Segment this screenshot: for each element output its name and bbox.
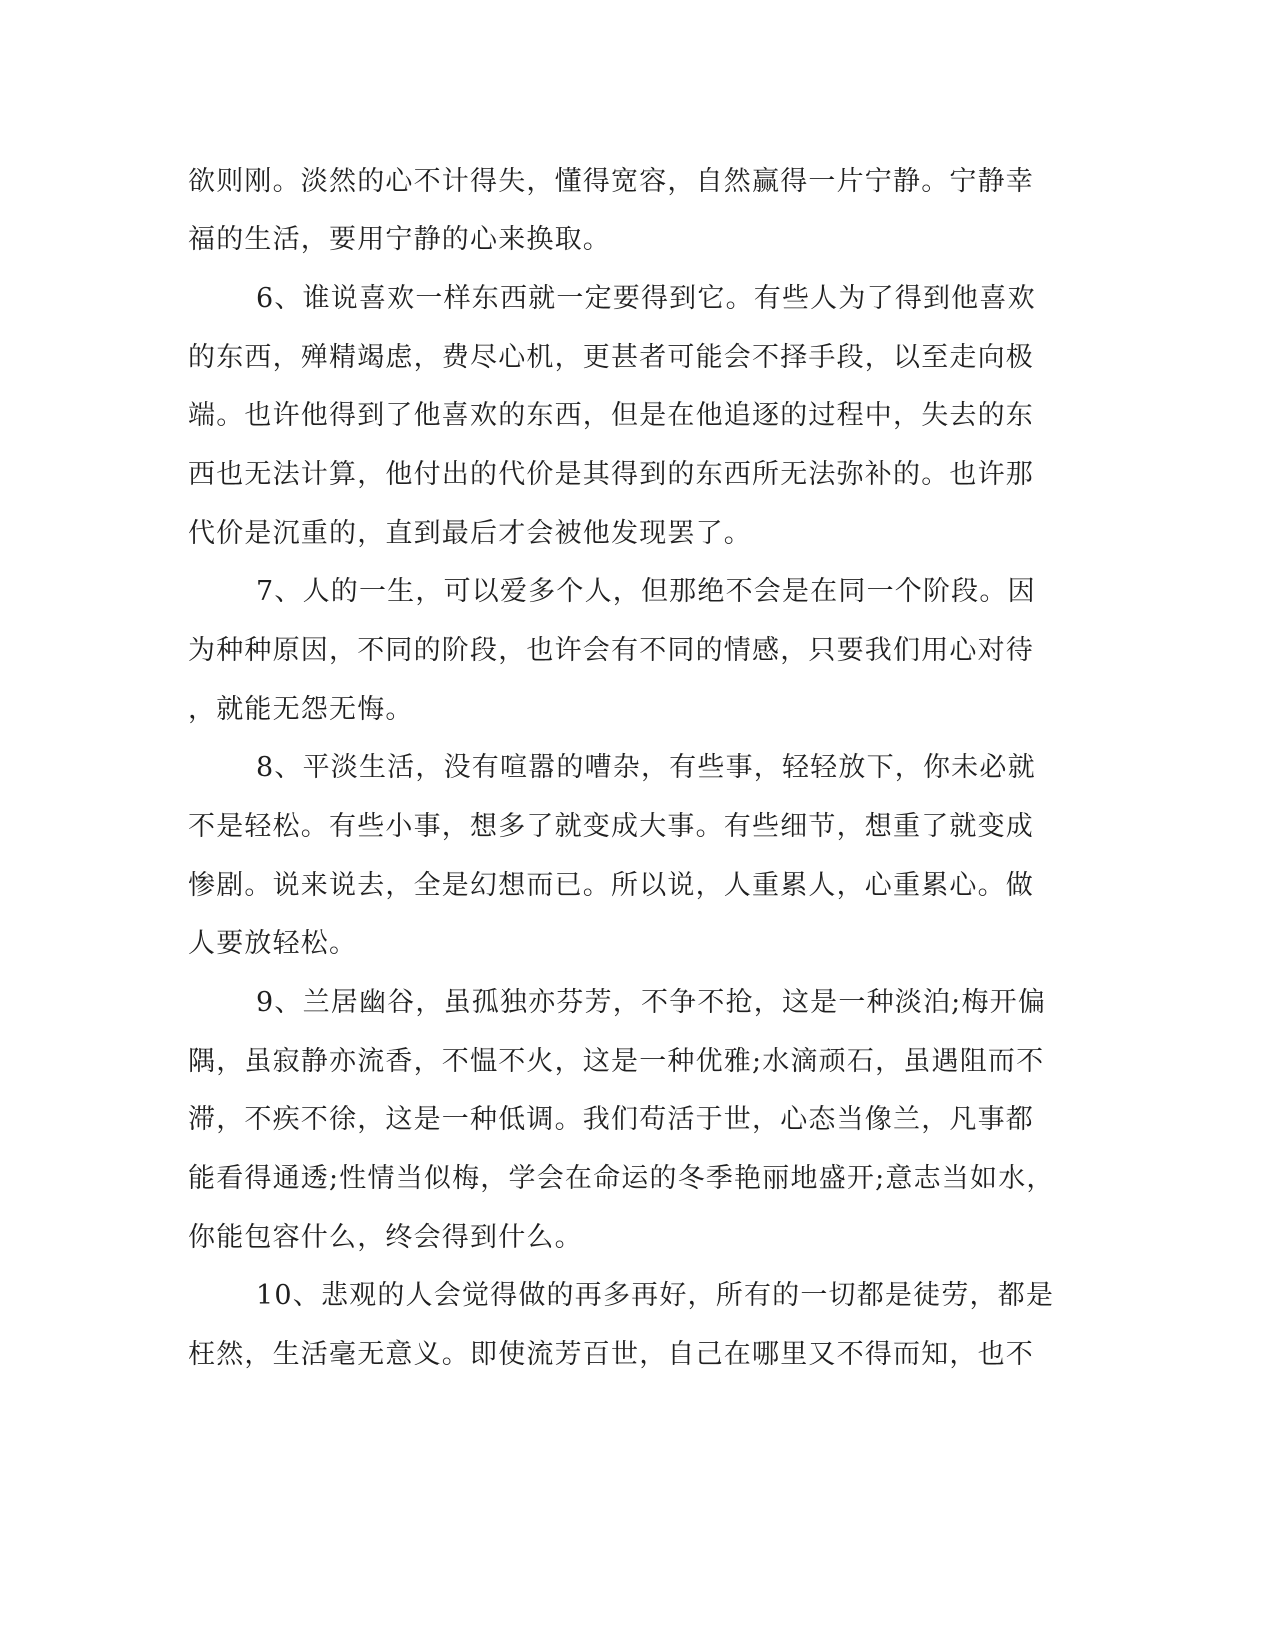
text-line: 代价是沉重的，直到最后才会被他发现罢了。 <box>188 518 752 549</box>
text-line: ，就能无怨无悔。 <box>188 694 414 725</box>
paragraph-10-first-line: 10、悲观的人会觉得做的再多再好，所有的一切都是徒劳，都是 <box>256 1280 1055 1311</box>
paragraph-6-first-line: 6、谁说喜欢一样东西就一定要得到它。有些人为了得到他喜欢 <box>256 283 1036 314</box>
text-line: 西也无法计算，他付出的代价是其得到的东西所无法弥补的。也许那 <box>188 459 1034 490</box>
text-line: 你能包容什么，终会得到什么。 <box>188 1222 583 1253</box>
text-line: 滞，不疾不徐，这是一种低调。我们苟活于世，心态当像兰，凡事都 <box>188 1104 1034 1135</box>
text-line: 隅，虽寂静亦流香，不愠不火，这是一种优雅;水滴顽石，虽遇阻而不 <box>188 1046 1045 1077</box>
text-line: 能看得通透;性情当似梅，学会在命运的冬季艳丽地盛开;意志当如水， <box>188 1163 1055 1194</box>
text-line: 欲则刚。淡然的心不计得失，懂得宽容，自然赢得一片宁静。宁静幸 <box>188 166 1034 197</box>
text-line: 人要放轻松。 <box>188 928 358 959</box>
text-line: 不是轻松。有些小事，想多了就变成大事。有些细节，想重了就变成 <box>188 811 1034 842</box>
paragraph-8-first-line: 8、平淡生活，没有喧嚣的嘈杂，有些事，轻轻放下，你未必就 <box>256 752 1036 783</box>
text-line: 为种种原因，不同的阶段，也许会有不同的情感，只要我们用心对待 <box>188 635 1034 666</box>
text-line: 端。也许他得到了他喜欢的东西，但是在他追逐的过程中，失去的东 <box>188 400 1034 431</box>
text-line: 枉然，生活毫无意义。即使流芳百世，自己在哪里又不得而知，也不 <box>188 1339 1034 1370</box>
text-line: 惨剧。说来说去，全是幻想而已。所以说，人重累人，心重累心。做 <box>188 870 1034 901</box>
paragraph-9-first-line: 9、兰居幽谷，虽孤独亦芬芳，不争不抢，这是一种淡泊;梅开偏 <box>256 987 1047 1018</box>
text-line: 的东西，殚精竭虑，费尽心机，更甚者可能会不择手段，以至走向极 <box>188 342 1034 373</box>
paragraph-7-first-line: 7、人的一生，可以爱多个人，但那绝不会是在同一个阶段。因 <box>256 576 1036 607</box>
text-line: 福的生活，要用宁静的心来换取。 <box>188 224 611 255</box>
